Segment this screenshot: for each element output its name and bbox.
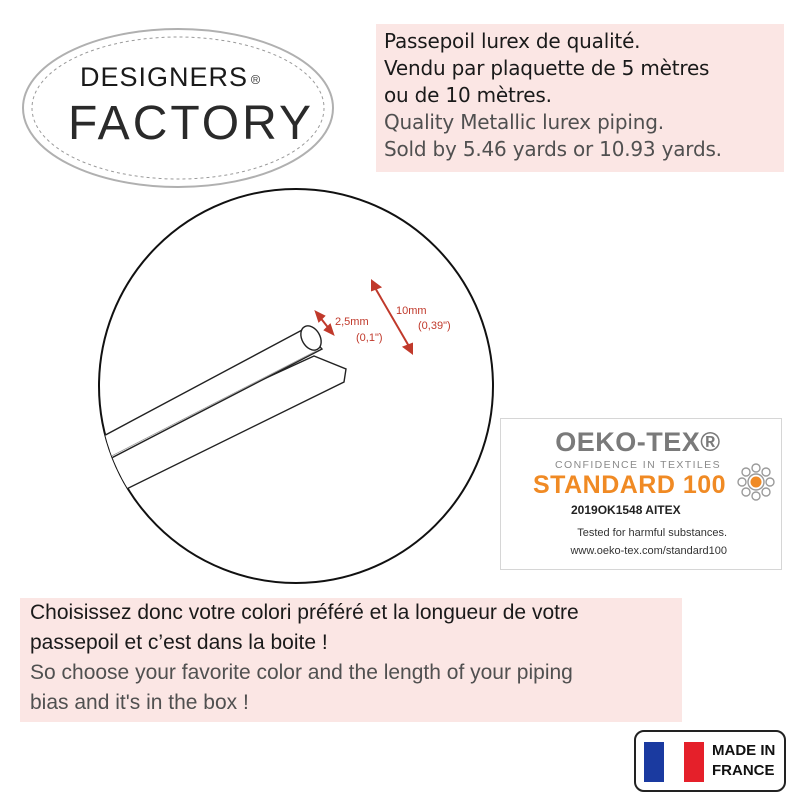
oeko-tested: Tested for harmful substances. [577, 527, 727, 539]
bottom-en-line-2: bias and it's in the box ! [30, 691, 249, 714]
badge-line-1: MADE IN [712, 742, 776, 759]
oeko-standard: STANDARD 100 [533, 471, 727, 499]
dim-small-mm: 2,5mm [335, 316, 369, 328]
oeko-url: www.oeko-tex.com/standard100 [570, 545, 727, 557]
dim-large-in: (0,39") [418, 320, 451, 332]
bottom-en-line-1: So choose your favorite color and the length of your piping [30, 661, 573, 684]
info-fr-line-1: Passepoil lurex de qualité. [384, 29, 641, 53]
info-fr-line-2: Vendu par plaquette de 5 mètres [384, 56, 710, 80]
bottom-fr-line-2: passepoil et c’est dans la boite ! [30, 631, 328, 654]
made-in-france-badge [634, 730, 786, 792]
info-en-line-1: Quality Metallic lurex piping. [384, 110, 664, 134]
oeko-title: OEKO-TEX® [555, 427, 721, 457]
designers-factory-logo [20, 26, 336, 190]
dim-large-mm: 10mm [396, 305, 427, 317]
bottom-message-box [20, 598, 682, 722]
oeko-code: 2019OK1548 AITEX [571, 503, 681, 517]
info-en-line-2: Sold by 5.46 yards or 10.93 yards. [384, 137, 722, 161]
oeko-tex-label [500, 418, 782, 570]
bottom-fr-line-1: Choisissez donc votre colori préféré et la longueur de votre [30, 601, 579, 624]
piping-diagram [96, 186, 496, 586]
oeko-subtitle: CONFIDENCE IN TEXTILES [555, 459, 721, 471]
badge-line-2: FRANCE [712, 762, 775, 779]
logo-factory-text: FACTORY [68, 97, 314, 150]
info-fr-line-3: ou de 10 mètres. [384, 83, 552, 107]
dim-small-in: (0,1") [356, 332, 383, 344]
product-info-box [376, 24, 784, 172]
logo-registered-mark: R [253, 77, 259, 84]
oeko-flower-icon [733, 459, 779, 505]
logo-designers-text: DESIGNERS [80, 62, 249, 92]
french-flag-icon [644, 742, 704, 782]
